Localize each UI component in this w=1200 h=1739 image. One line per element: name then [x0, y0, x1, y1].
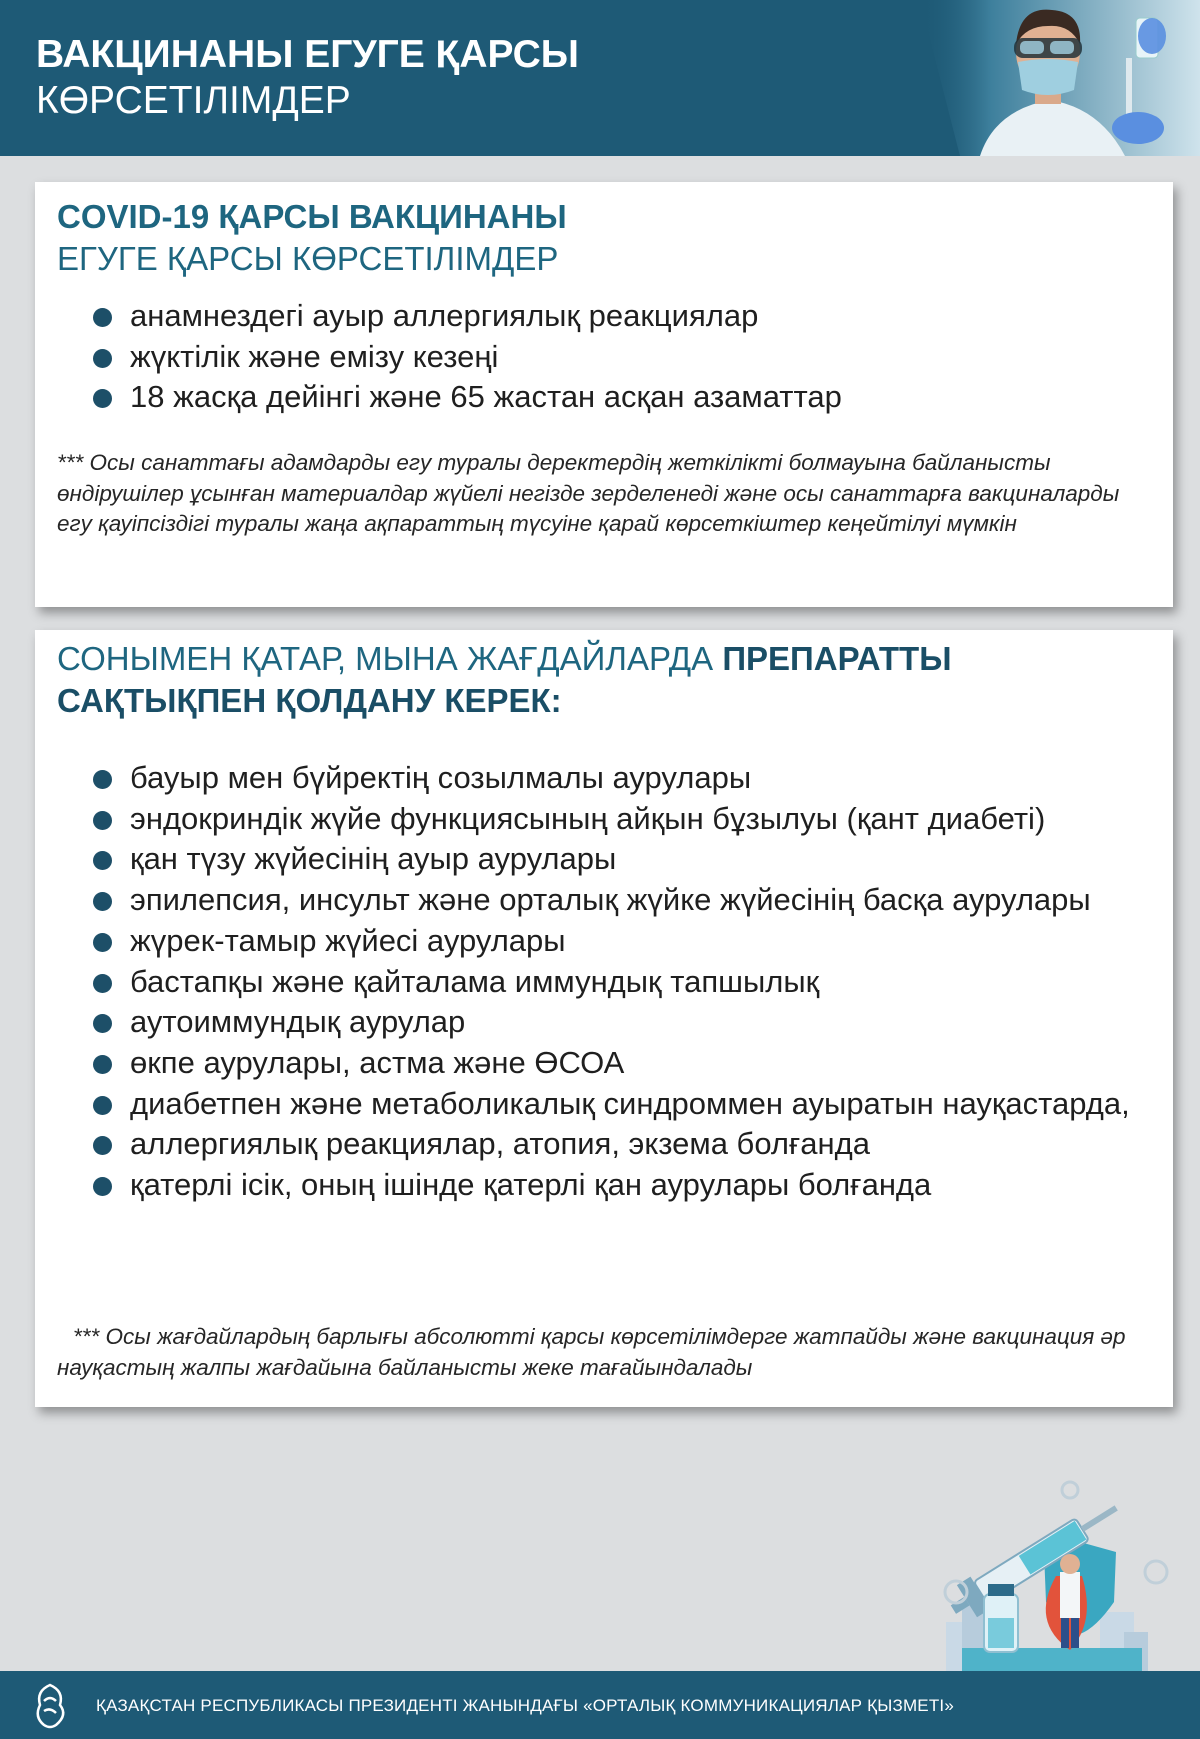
bullet-icon [93, 770, 112, 789]
doctor-photo [900, 0, 1200, 156]
bullet-icon [93, 349, 112, 368]
page-title-line1: ВАКЦИНАНЫ ЕГУГЕ ҚАРСЫ [36, 33, 579, 76]
heading-normal: СОНЫМЕН ҚАТАР, МЫНА ЖАҒДАЙЛАРДА [57, 640, 723, 677]
footnote: *** Осы жағдайлардың барлығы абсолютті қарсы көрсетілімдерге жатпайды және вакцинация әр науқастың жалпы жағдайына байланысты жеке тағайындалады [57, 1324, 1126, 1380]
footer-bar [0, 1671, 1200, 1739]
footnote: *** Осы санаттағы адамдарды егу туралы деректердің жеткілікті болмауына байланысты өндірушілер ұсынған материалдар жүйелі негізде зерделенеді және осы санаттарға вакциналарды егу қауіпсіздігі туралы жаңа ақпараттың түсуіне қарай көрсеткіштер кеңейтілуі мүмкін [57, 450, 1120, 536]
caution-card [35, 630, 1173, 1407]
list-item: эпилепсия, инсульт және орталық жүйке жүйесінің басқа аурулары [57, 880, 1153, 921]
list-item: аутоиммундық аурулар [57, 1002, 1153, 1043]
footer-organization: ҚАЗАҚСТАН РЕСПУБЛИКАСЫ ПРЕЗИДЕНТІ ЖАНЫНДАҒЫ «ОРТАЛЫҚ КОММУНИКАЦИЯЛАР ҚЫЗМЕТІ» [96, 1696, 955, 1715]
list-item: бауыр мен бүйректің созылмалы аурулары [57, 758, 1153, 799]
list-item: өкпе аурулары, астма және ӨСОА [57, 1043, 1153, 1084]
bullet-icon [93, 851, 112, 870]
bullet-icon [93, 811, 112, 830]
emblem-logo [30, 1681, 70, 1731]
bullet-icon [93, 933, 112, 952]
bullet-icon [93, 1177, 112, 1196]
page-title [36, 32, 579, 124]
header-banner [0, 0, 1200, 156]
bullet-icon [93, 1096, 112, 1115]
heading-bold: COVID-19 ҚАРСЫ ВАКЦИНАНЫ [57, 198, 567, 235]
bullet-icon [93, 1055, 112, 1074]
list-item: диабетпен және метаболикалық синдроммен ауыратын науқастарда, [57, 1084, 1153, 1125]
contraindications-heading [57, 196, 567, 280]
list-item: анамнездегі ауыр аллергиялық реакциялар [57, 296, 1153, 337]
contraindications-list [57, 296, 1153, 418]
list-item: бастапқы және қайталама иммундық тапшылық [57, 962, 1153, 1003]
bullet-icon [93, 1014, 112, 1033]
list-item: эндокриндік жүйе функциясының айқын бұзылуы (қант диабеті) [57, 799, 1153, 840]
bullet-icon [93, 974, 112, 993]
bullet-icon [93, 308, 112, 327]
page-title-line2: КӨРСЕТІЛІМДЕР [36, 79, 351, 122]
list-item: жүктілік және емізу кезеңі [57, 337, 1153, 378]
bullet-icon [93, 892, 112, 911]
list-item: қан түзу жүйесінің ауыр аурулары [57, 839, 1153, 880]
caution-list [57, 758, 1153, 1206]
list-item: 18 жасқа дейінгі және 65 жастан асқан азаматтар [57, 377, 1153, 418]
list-item: жүрек-тамыр жүйесі аурулары [57, 921, 1153, 962]
list-item: аллергиялық реакциялар, атопия, экзема болғанда [57, 1124, 1153, 1165]
list-item: қатерлі ісік, оның ішінде қатерлі қан аурулары болғанда [57, 1165, 1153, 1206]
heading-normal: ЕГУГЕ ҚАРСЫ КӨРСЕТІЛІМДЕР [57, 240, 559, 277]
bullet-icon [93, 389, 112, 408]
caution-heading [57, 638, 1137, 722]
vaccine-hero-illustration [920, 1472, 1180, 1672]
bullet-icon [93, 1136, 112, 1155]
contraindications-card [35, 182, 1173, 607]
heading-bold: ПРЕПАРАТТЫ САҚТЫҚПЕН ҚОЛДАНУ КЕРЕК: [57, 640, 952, 719]
